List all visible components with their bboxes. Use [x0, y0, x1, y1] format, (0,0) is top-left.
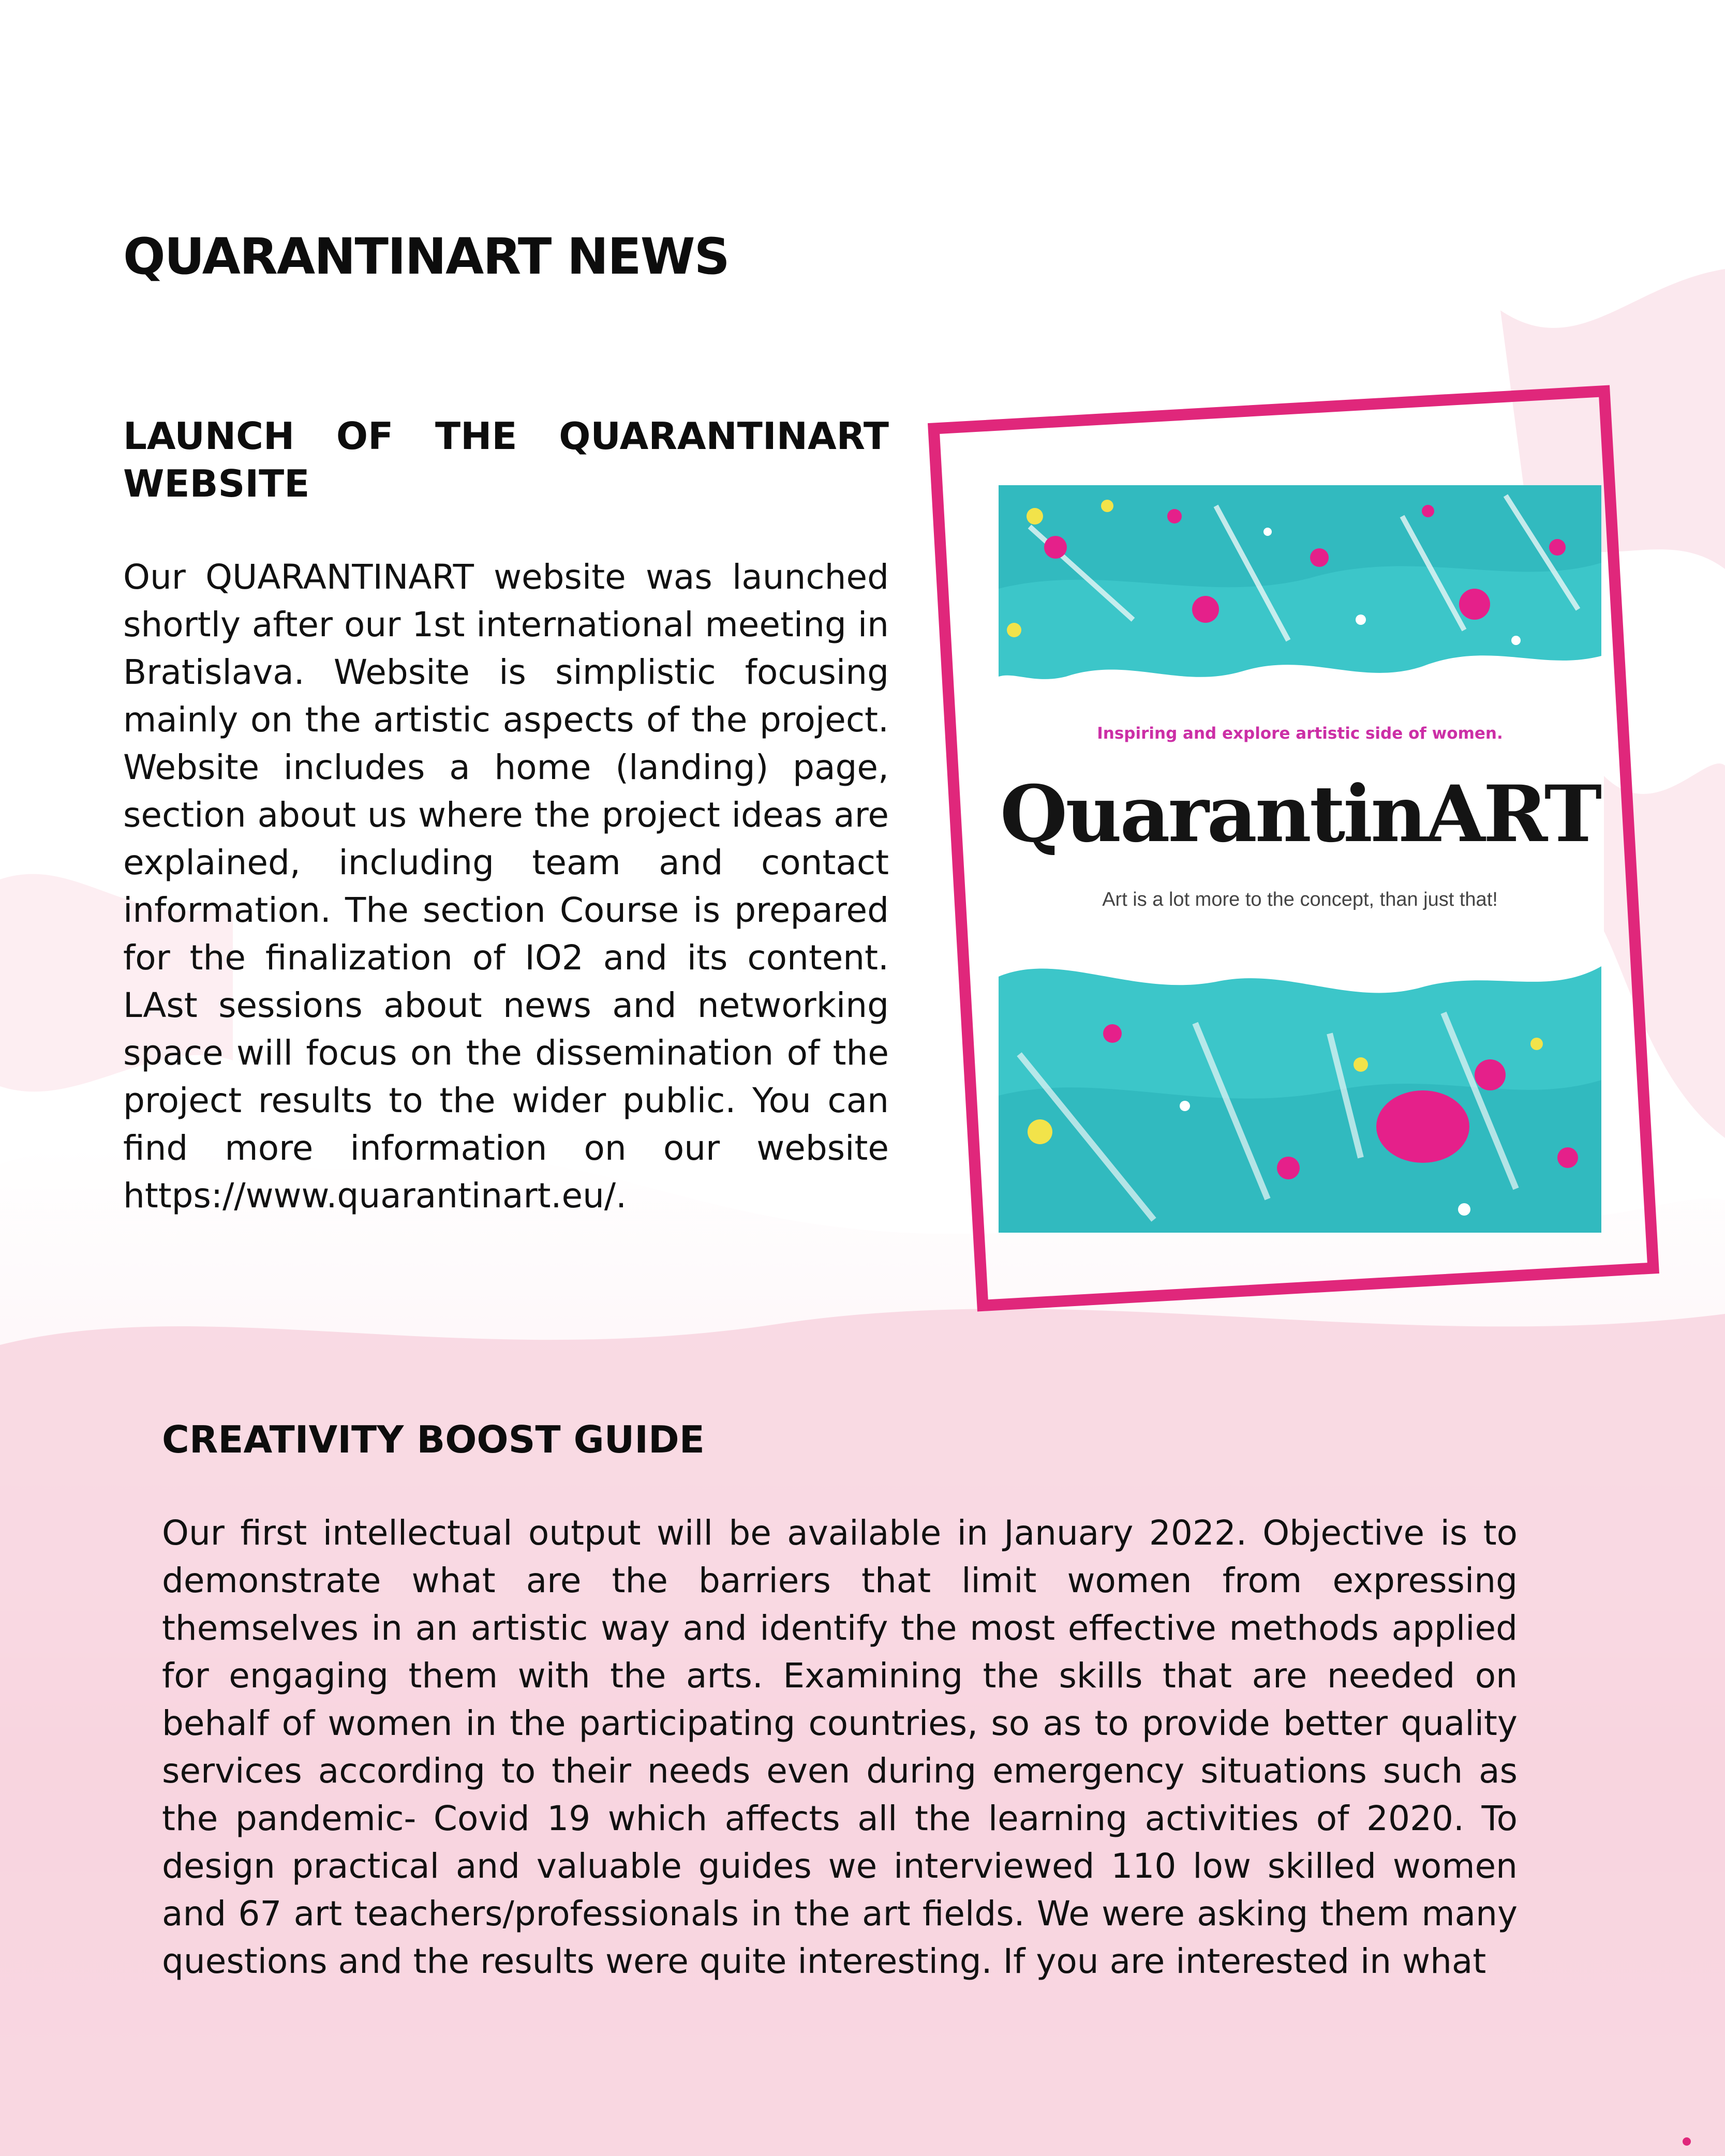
section-heading-creativity-guide: CREATIVITY BOOST GUIDE: [162, 1418, 705, 1461]
quarantinart-cover-image: [999, 485, 1601, 1233]
section-heading-website-launch: LAUNCH OF THE QUARANTINART WEBSITE: [123, 414, 889, 505]
section-body-creativity-guide: Our first intellectual output will be available in January 2022. Objective is to demonstrate what are the barriers that limit women from expressing themselves in an artistic way and identify the most effective methods applied for engaging them with the arts. Examining the skills that are needed on behalf of women in the participating countries, so as to provide better quality services according to their needs even during emergency situations such as the pandemic- Covid 19 which affects all the learning activities of 2020. To design practical and valuable guides we interviewed 110 low skilled women and 67 art teachers/professionals in the art fields. We were asking them many questions and the results were quite interesting. If you are interested in what: [162, 1513, 1518, 1981]
page-title: QUARANTINART NEWS: [123, 228, 729, 286]
cover-subtitle: Art is a lot more to the concept, than just that!: [1102, 889, 1498, 910]
section-body-website-launch: Our QUARANTINART website was launched shortly after our 1st international meeting in Bratislava. Website is simplistic focusing mainly on the artistic aspects of the project. Website includes a home (landing) page, section about us where the project ideas are explained, including team and contact information. The section Course is prepared for the finalization of IO2 and its content. LAst sessions about news and networking space will focus on the dissemination of the project results to the wider public. You can find more information on our website https://www.quarantinart.eu/.: [123, 557, 889, 1216]
cover-title: QuarantinART: [1000, 769, 1600, 860]
cover-tagline: Inspiring and explore artistic side of women.: [1097, 724, 1503, 743]
